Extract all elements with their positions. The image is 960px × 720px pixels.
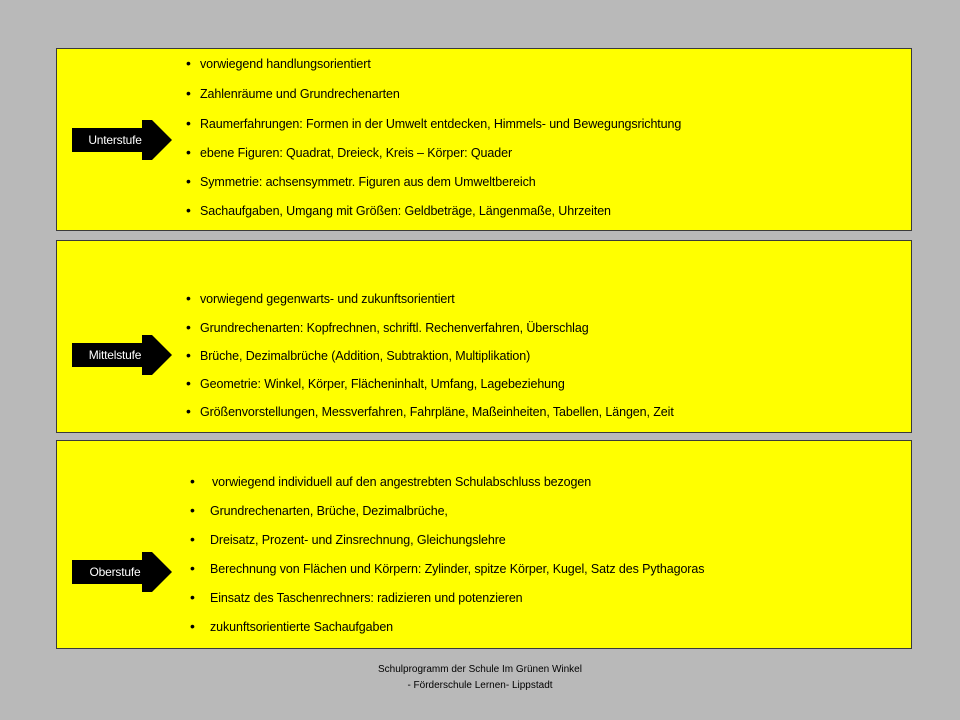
bullet-icon: • <box>186 403 191 419</box>
bullet-icon: • <box>186 347 191 363</box>
list-item: • Sachaufgaben, Umgang mit Größen: Geldbeträge, Längenmaße, Uhrzeiten <box>186 202 611 218</box>
bullet-icon: • <box>186 319 191 335</box>
section-label: Unterstufe <box>88 133 142 147</box>
bullet-icon: • <box>186 115 191 131</box>
footer-line-1: Schulprogramm der Schule Im Grünen Winkel <box>378 664 582 675</box>
list-item: • Grundrechenarten, Brüche, Dezimalbrüche, <box>190 502 448 518</box>
list-item: • Symmetrie: achsensymmetr. Figuren aus dem Umweltbereich <box>186 173 536 189</box>
bullet-icon: • <box>190 473 195 489</box>
list-item: • Grundrechenarten: Kopfrechnen, schriftl. Rechenverfahren, Überschlag <box>186 319 589 335</box>
bullet-icon: • <box>186 144 191 160</box>
bullet-icon: • <box>190 531 195 547</box>
section-label: Oberstufe <box>89 565 141 579</box>
list-item: • Geometrie: Winkel, Körper, Flächeninhalt, Umfang, Lagebeziehung <box>186 375 565 391</box>
list-item: • Einsatz des Taschenrechners: radizieren und potenzieren <box>190 589 523 605</box>
footer-line-2: - Förderschule Lernen- Lippstadt <box>407 680 553 691</box>
bullet-icon: • <box>190 502 195 518</box>
section-label: Mittelstufe <box>88 348 142 362</box>
list-item: • vorwiegend individuell auf den angestrebten Schulabschluss bezogen <box>190 473 592 489</box>
list-item: • zukunftsorientierte Sachaufgaben <box>190 618 394 634</box>
bullet-icon: • <box>186 173 191 189</box>
bullet-icon: • <box>190 618 195 634</box>
arrow-label-mittelstufe <box>72 335 172 375</box>
bullet-icon: • <box>186 202 191 218</box>
list-item: • Dreisatz, Prozent- und Zinsrechnung, Gleichungslehre <box>190 531 506 547</box>
list-item: • Raumerfahrungen: Formen in der Umwelt entdecken, Himmels- und Bewegungsrichtung <box>186 115 682 131</box>
bullet-icon: • <box>190 589 195 605</box>
list-item: • ebene Figuren: Quadrat, Dreieck, Kreis – Körper: Quader <box>186 144 513 160</box>
bullet-icon: • <box>186 290 191 306</box>
list-item: • vorwiegend handlungsorientiert <box>186 55 371 71</box>
arrow-label-oberstufe <box>72 552 172 592</box>
list-item: • vorwiegend gegenwarts- und zukunftsorientiert <box>186 290 455 306</box>
bullet-icon: • <box>186 375 191 391</box>
list-item: • Größenvorstellungen, Messverfahren, Fahrpläne, Maßeinheiten, Tabellen, Längen, Zeit <box>186 403 674 419</box>
bullet-icon: • <box>186 85 191 101</box>
list-item: • Zahlenräume und Grundrechenarten <box>186 85 400 101</box>
bullet-icon: • <box>186 55 191 71</box>
list-item: • Brüche, Dezimalbrüche (Addition, Subtraktion, Multiplikation) <box>186 347 531 363</box>
arrow-label-unterstufe <box>72 120 172 160</box>
list-item: • Berechnung von Flächen und Körpern: Zylinder, spitze Körper, Kugel, Satz des Pythagoras <box>190 560 705 576</box>
bullet-icon: • <box>190 560 195 576</box>
footer <box>0 662 960 694</box>
